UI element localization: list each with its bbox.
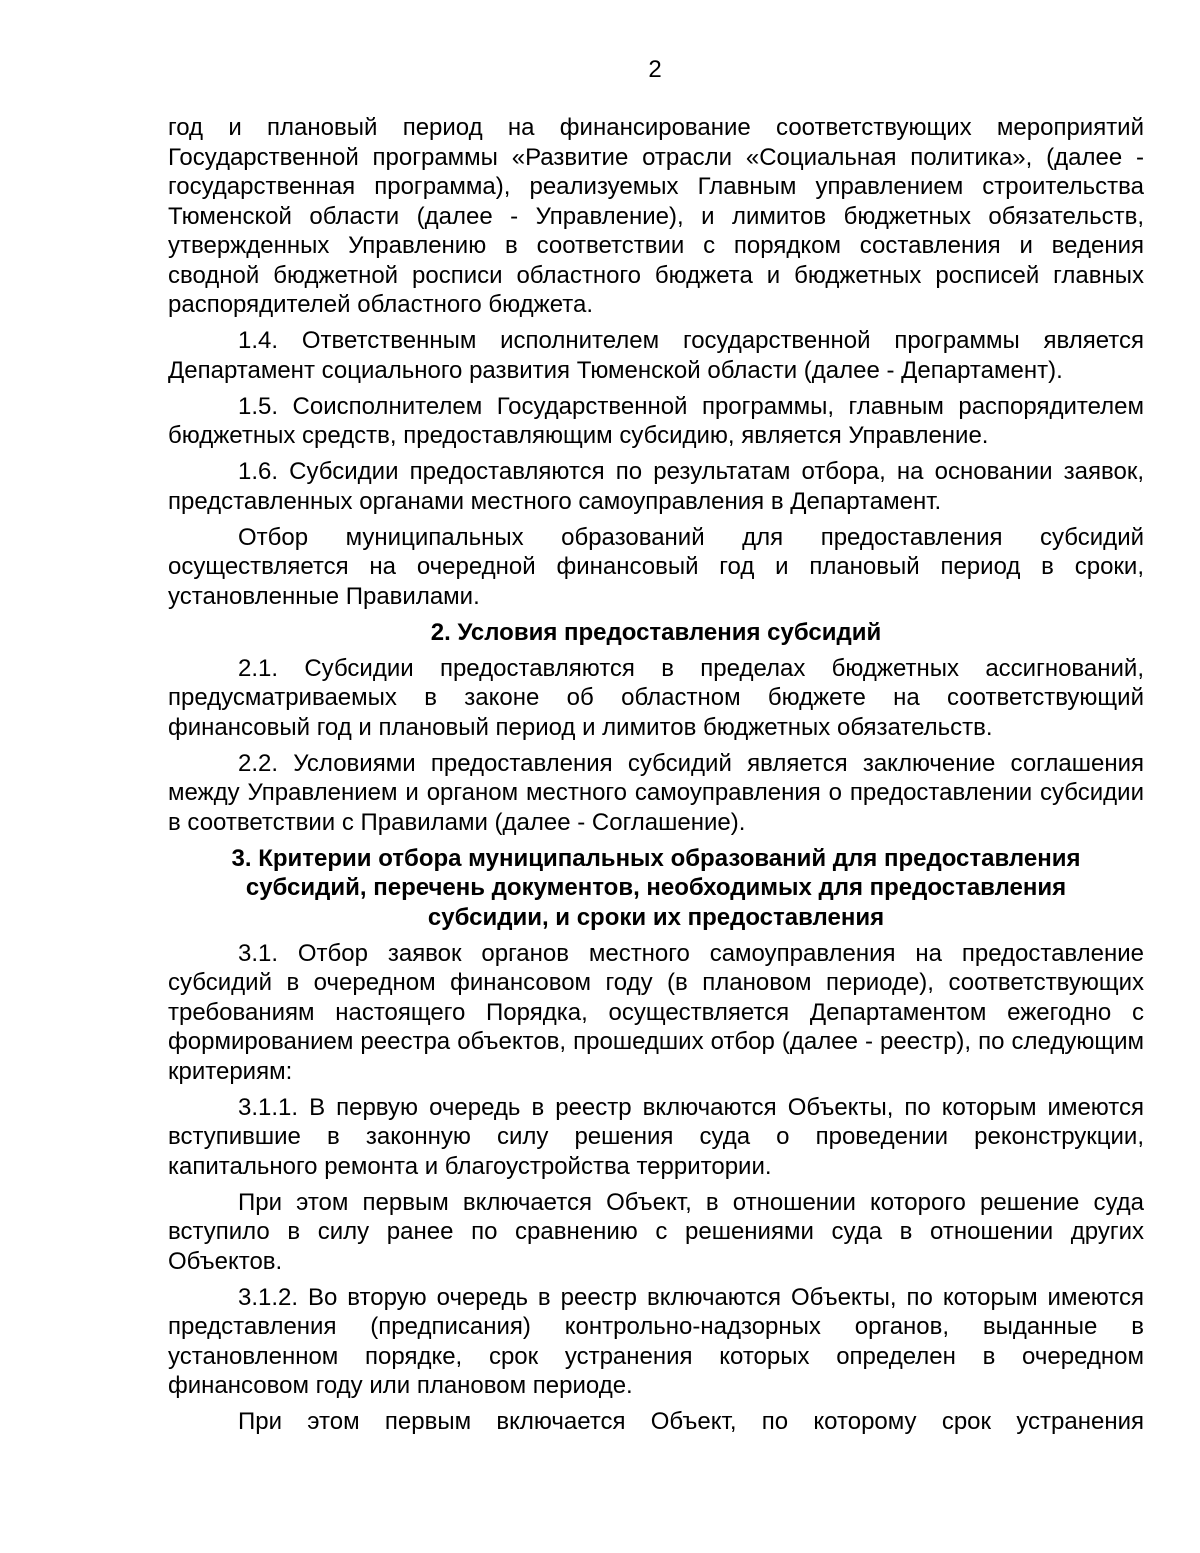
document-body (168, 113, 1144, 1443)
paragraph-continuation: год и плановый период на финансирование соответствующих мероприятий Государственной программы «Развитие отрасли «Социальная политика», (далее - государственная программа), реализуемых Главным управлением строительства Тюменской области (далее - Управление), и лимитов бюджетных обязательств, утвержденных Управлению в соответствии с порядком составления и ведения сводной бюджетной росписи областного бюджета и бюджетных росписей главных распорядителей областного бюджета. (168, 114, 1144, 318)
paragraph-3-1-2: 3.1.2. Во вторую очередь в реестр включаются Объекты, по которым имеются представления (предписания) контрольно-надзорных органов, выданные в установленном порядке, срок устранения которых определен в очередном финансовом году или плановом периоде. (168, 1283, 1144, 1399)
paragraph-1-4: 1.4. Ответственным исполнителем государственной программы является Департамент социального развития Тюменской области (далее - Департамент). (168, 327, 1144, 384)
paragraph-1-5: 1.5. Соисполнителем Государственной программы, главным распорядителем бюджетных средств, предоставляющим субсидию, является Управление. (168, 392, 1144, 449)
paragraph-2-1: 2.1. Субсидии предоставляются в пределах бюджетных ассигнований, предусматриваемых в законе об областном бюджете на соответствующий финансовый год и плановый период и лимитов бюджетных обязательств. (168, 654, 1144, 741)
section-heading-3: 3. Критерии отбора муниципальных образований для предоставления субсидий, перечень документов, необходимых для предоставления субсидии, и сроки их предоставления (231, 844, 1081, 931)
paragraph-1-6: 1.6. Субсидии предоставляются по результатам отбора, на основании заявок, представленных органами местного самоуправления в Департамент. (168, 458, 1144, 515)
paragraph-3-1-1: 3.1.1. В первую очередь в реестр включаются Объекты, по которым имеются вступившие в законную силу решения суда о проведении реконструкции, капитального ремонта и благоустройства территории. (168, 1093, 1144, 1180)
paragraph-3-1-1-order: При этом первым включается Объект, в отношении которого решение суда вступило в силу ранее по сравнению с решениями суда в отношении других Объектов. (168, 1188, 1144, 1275)
section-heading-2: 2. Условия предоставления субсидий (430, 618, 882, 646)
paragraph-3-1: 3.1. Отбор заявок органов местного самоуправления на предоставление субсидий в очередном финансовом году (в плановом периоде), соответствующих требованиям настоящего Порядка, осуществляется Департаментом ежегодно с формированием реестра объектов, прошедших отбор (далее - реестр), по следующим критериям: (168, 939, 1144, 1085)
page-number: 2 (648, 56, 662, 83)
paragraph-3-1-2-order: При этом первым включается Объект, по которому срок устранения (238, 1408, 1144, 1435)
paragraph-1-6-selection: Отбор муниципальных образований для предоставления субсидий осуществляется на очередной финансовый год и плановый период в сроки, установленные Правилами. (168, 523, 1144, 610)
paragraph-2-2: 2.2. Условиями предоставления субсидий является заключение соглашения между Управлением и органом местного самоуправления о предоставлении субсидии в соответствии с Правилами (далее - Соглашение). (168, 749, 1144, 836)
